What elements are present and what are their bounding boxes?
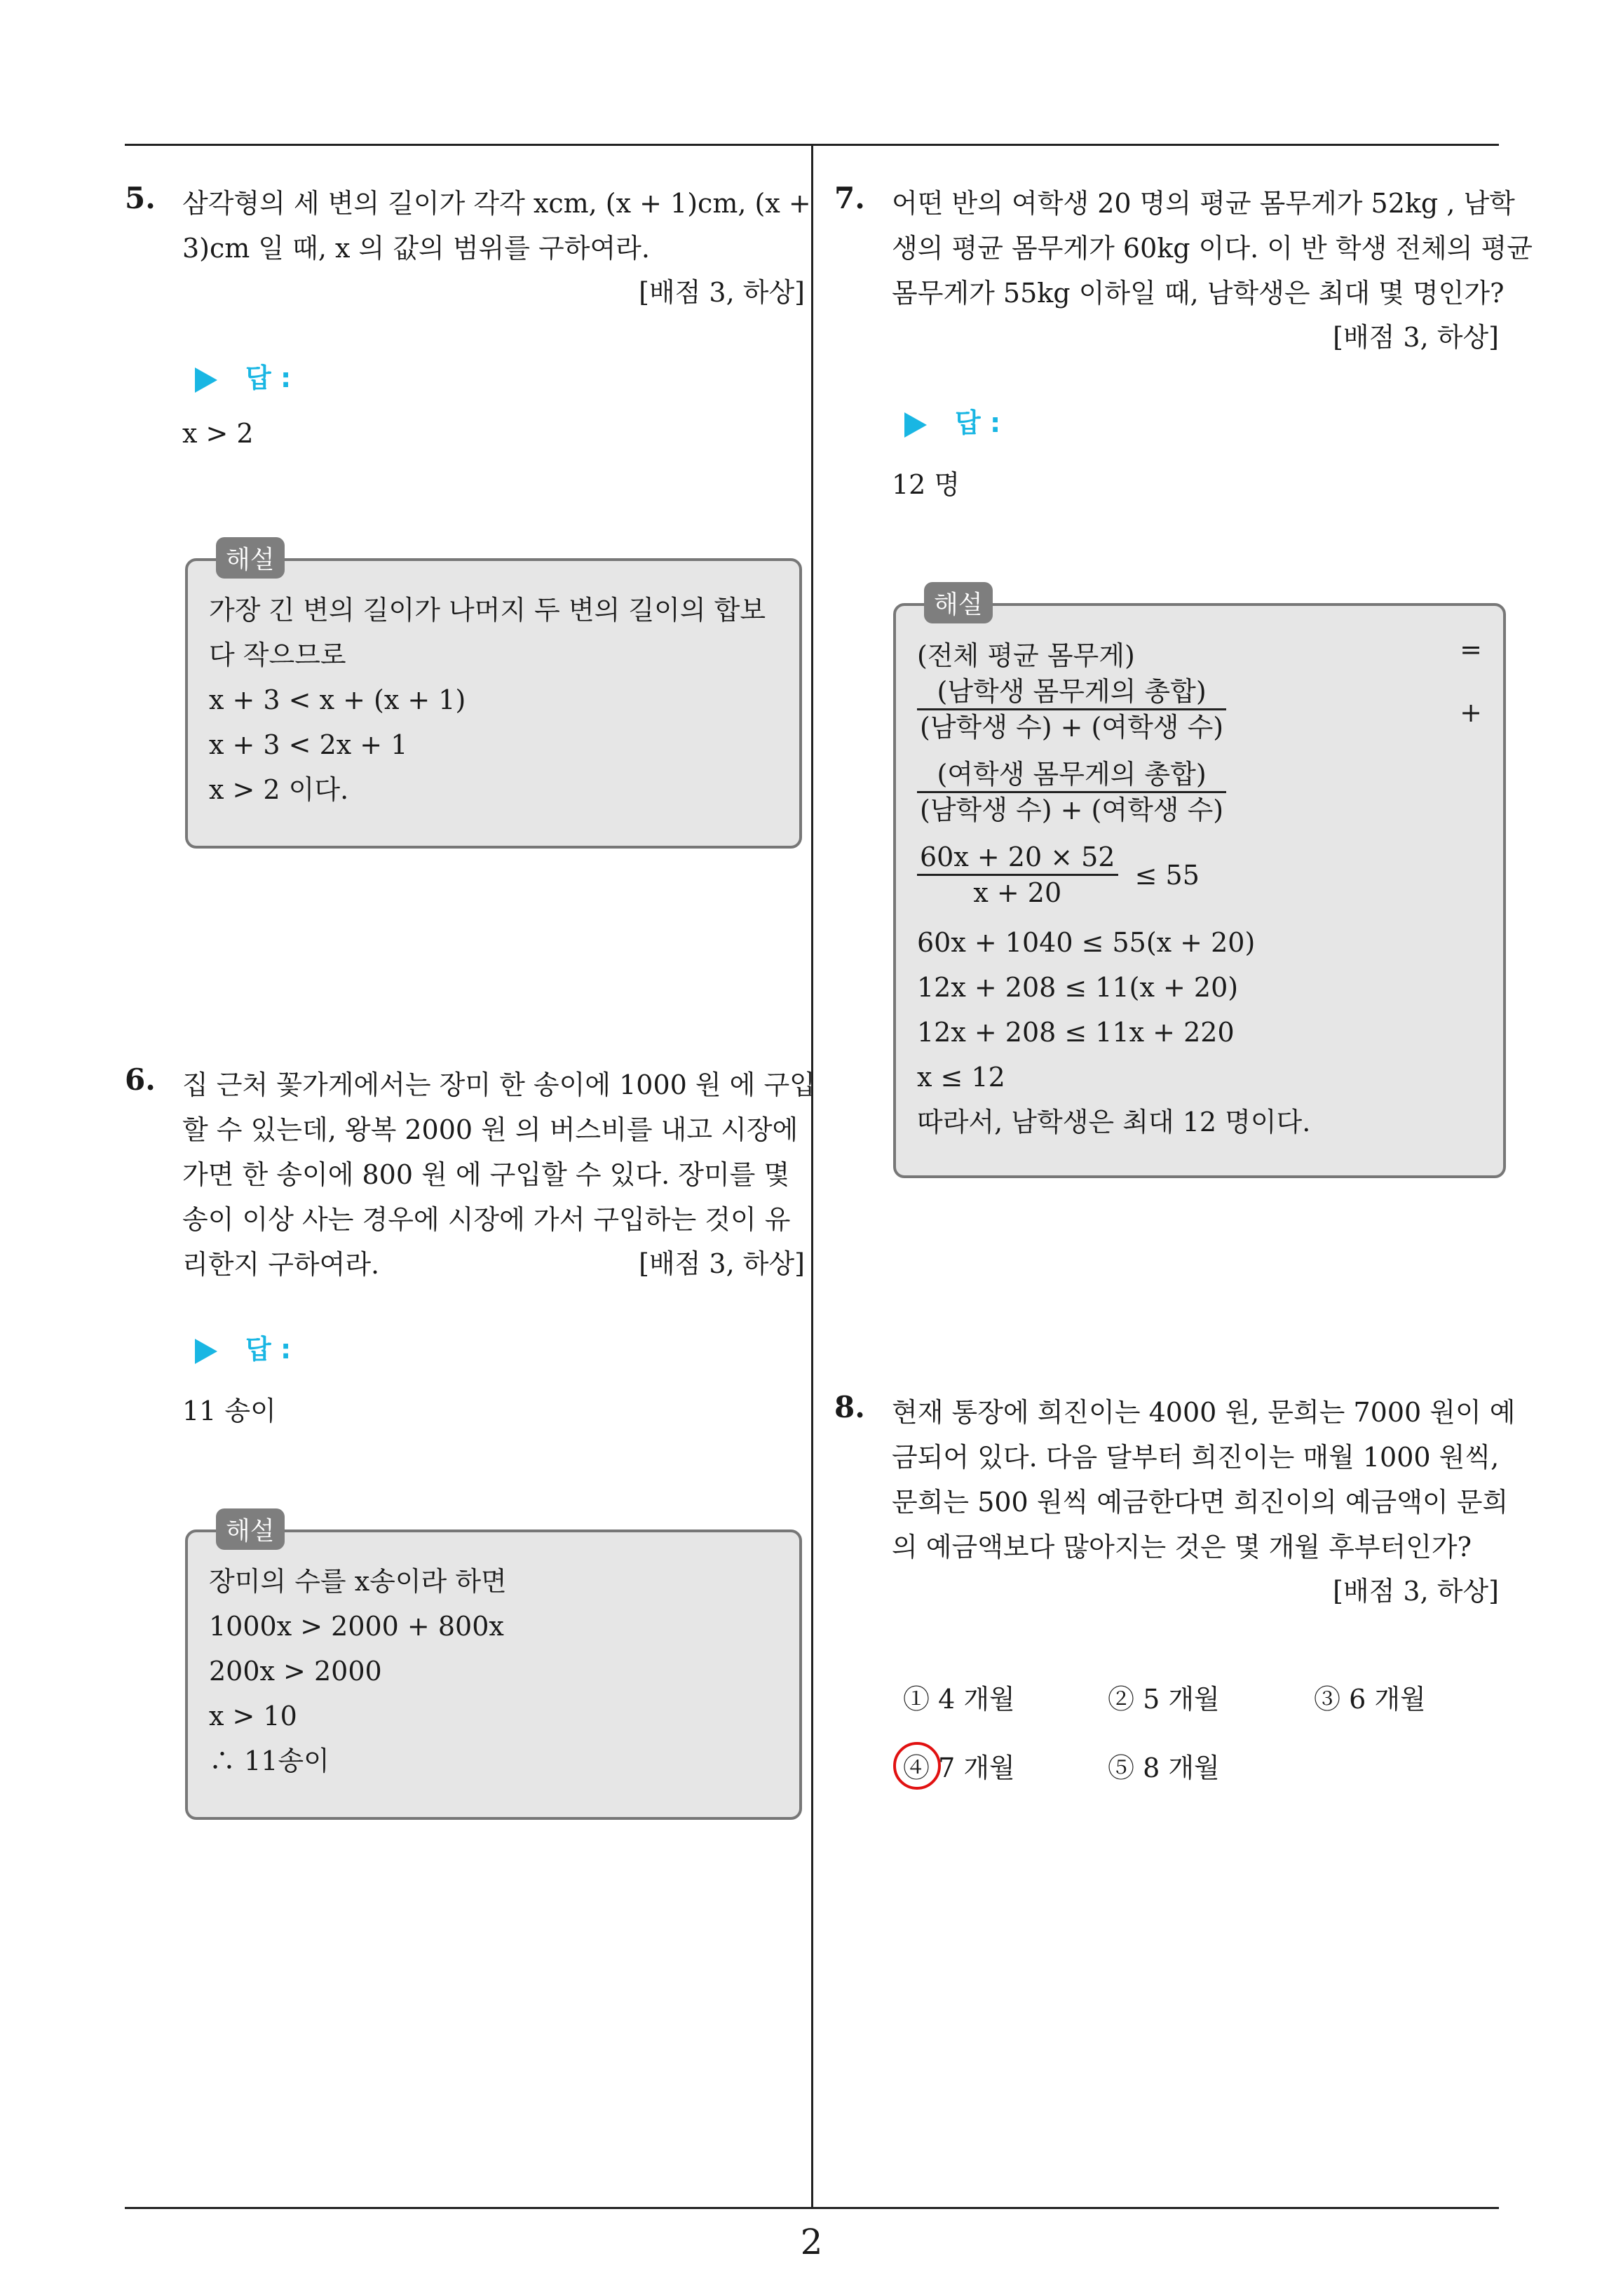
- explanation-line: x > 2 이다.: [209, 774, 349, 805]
- explanation-line: 12x + 208 ≤ 11(x + 20): [917, 972, 1239, 1003]
- explanation-box: [185, 546, 802, 849]
- fraction-denominator: (남학생 수) + (여학생 수): [920, 712, 1224, 743]
- fraction-male: [917, 675, 1226, 744]
- explanation-line: 60x + 1040 ≤ 55(x + 20): [917, 927, 1256, 958]
- explanation-line: x > 10: [209, 1701, 297, 1731]
- fraction-numerator: (여학생 몸무게의 총합): [917, 757, 1226, 793]
- choice-3[interactable]: ③ 6 개월: [1314, 1684, 1426, 1715]
- problem-number: 6.: [125, 1062, 156, 1097]
- problem-7: [834, 181, 1533, 1198]
- bottom-rule: [125, 2207, 1499, 2209]
- explanation-tag: 해설: [216, 1508, 285, 1550]
- problem-line: 삼각형의 세 변의 길이가 각각 xcm, (x + 1)cm, (x +: [182, 188, 811, 219]
- explanation-line: x + 3 < x + (x + 1): [209, 684, 466, 715]
- problem-line: 의 예금액보다 많아지는 것은 몇 개월 후부터인가?: [892, 1532, 1472, 1562]
- explanation-line: 200x > 2000: [209, 1656, 382, 1687]
- problem-line: 리한지 구하여라.: [182, 1249, 380, 1280]
- problem-line: 송이 이상 사는 경우에 시장에 가서 구입하는 것이 유: [182, 1204, 791, 1235]
- problem-line: 어떤 반의 여학생 20 명의 평균 몸무게가 52kg , 남학: [892, 188, 1515, 219]
- explanation-box: [185, 1517, 802, 1820]
- fraction-numerator: (남학생 몸무게의 총합): [917, 675, 1226, 710]
- answer-label: 답 :: [195, 1328, 291, 1366]
- choice-1[interactable]: ① 4 개월: [903, 1684, 1015, 1715]
- fraction-average: [917, 840, 1118, 910]
- score-label: [배점 3, 하상]: [1333, 1576, 1499, 1607]
- score-label: [배점 3, 하상]: [639, 277, 805, 308]
- play-triangle-icon: [195, 367, 217, 393]
- problem-line: 집 근처 꽃가게에서는 장미 한 송이에 1000 원 에 구입: [182, 1069, 815, 1100]
- page-number: 2: [800, 2222, 823, 2262]
- explanation-line: x + 3 < 2x + 1: [209, 729, 408, 760]
- answer-value: 11 송이: [182, 1396, 276, 1426]
- explanation-line: 장미의 수를 x송이라 하면: [209, 1566, 507, 1597]
- choice-5[interactable]: ⑤ 8 개월: [1108, 1753, 1220, 1783]
- problem-line: 문희는 500 원씩 예금한다면 희진이의 예금액이 문희: [892, 1487, 1509, 1518]
- explanation-line: x ≤ 12: [917, 1062, 1005, 1093]
- problem-number: 8.: [834, 1390, 865, 1424]
- fraction-female: [917, 757, 1226, 827]
- fraction-denominator: x + 20: [973, 877, 1062, 908]
- explanation-line: ∴ 11송이: [209, 1745, 330, 1776]
- explanation-line: 가장 긴 변의 길이가 나머지 두 변의 길이의 합보: [209, 595, 766, 626]
- answer-value: 12 명: [892, 469, 960, 500]
- choice-2[interactable]: ② 5 개월: [1108, 1684, 1220, 1715]
- explanation-line: (전체 평균 몸무게): [917, 640, 1135, 671]
- problem-line: 금되어 있다. 다음 달부터 희진이는 매월 1000 원씩,: [892, 1442, 1500, 1473]
- problem-text: [892, 181, 1533, 316]
- inequality-fraction-line: [917, 840, 1200, 910]
- explanation-line: 1000x > 2000 + 800x: [209, 1611, 504, 1642]
- score-label: [배점 3, 하상]: [639, 1248, 805, 1279]
- explanation-line: 12x + 208 ≤ 11x + 220: [917, 1017, 1235, 1048]
- inequality-tail: ≤ 55: [1134, 859, 1200, 891]
- play-triangle-icon: [904, 412, 927, 438]
- answer-label: 답 :: [904, 401, 1000, 440]
- answer-value: x > 2: [182, 418, 254, 449]
- problem-5: [125, 181, 811, 854]
- problem-line: 몸무게가 55kg 이하일 때, 남학생은 최대 몇 명인가?: [892, 278, 1505, 309]
- problem-line: 생의 평균 몸무게가 60kg 이다. 이 반 학생 전체의 평균: [892, 233, 1533, 264]
- choice-4[interactable]: ④ 7 개월: [903, 1753, 1015, 1783]
- equals-sign: =: [1460, 634, 1482, 665]
- answer-circle-mark: [893, 1742, 941, 1790]
- score-label: [배점 3, 하상]: [1333, 322, 1499, 353]
- explanation-tag: 해설: [924, 582, 993, 623]
- problem-text: [182, 181, 811, 271]
- explanation-tag: 해설: [216, 537, 285, 579]
- fraction-numerator: 60x + 20 × 52: [917, 840, 1118, 876]
- plus-sign: +: [1460, 697, 1482, 728]
- problem-8: [834, 1390, 1516, 1811]
- problem-text: [892, 1390, 1515, 1569]
- problem-line: 현재 통장에 희진이는 4000 원, 문희는 7000 원이 예: [892, 1397, 1516, 1428]
- problem-line: 가면 한 송이에 800 원 에 구입할 수 있다. 장미를 몇: [182, 1159, 790, 1190]
- explanation-line: 따라서, 남학생은 최대 12 명이다.: [917, 1107, 1311, 1137]
- problem-number: 7.: [834, 181, 865, 215]
- problem-line: 3)cm 일 때, x 의 값의 범위를 구하여라.: [182, 233, 650, 264]
- answer-label: 답 :: [195, 356, 291, 395]
- problem-6: [125, 1062, 815, 1848]
- explanation-line: 다 작으므로: [209, 640, 346, 670]
- problem-number: 5.: [125, 181, 156, 215]
- play-triangle-icon: [195, 1339, 217, 1364]
- problem-line: 할 수 있는데, 왕복 2000 원 의 버스비를 내고 시장에: [182, 1114, 799, 1145]
- fraction-denominator: (남학생 수) + (여학생 수): [920, 795, 1224, 825]
- explanation-box: [893, 590, 1506, 1178]
